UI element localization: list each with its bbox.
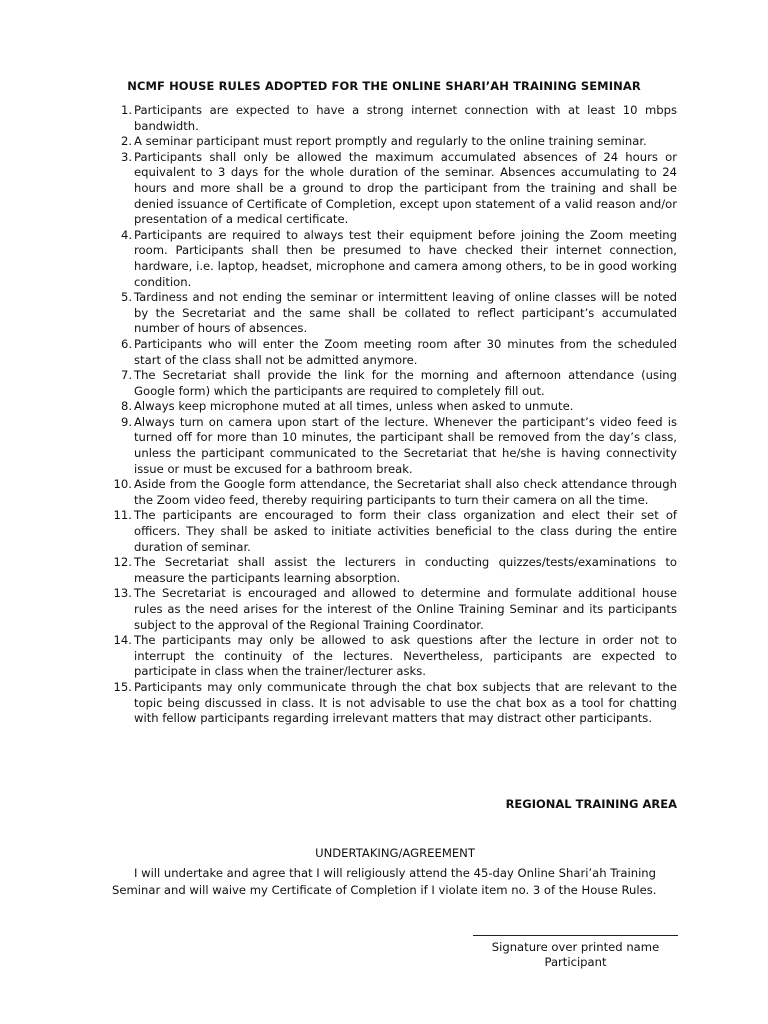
rule-number: 1. [120, 103, 132, 117]
signature-label: Signature over printed name [491, 940, 660, 954]
document-title: NCMF HOUSE RULES ADOPTED FOR THE ONLINE SHARI’AH TRAINING SEMINAR [127, 79, 641, 93]
rule-text: Participants are expected to have a strong internet connection with at least 10 mbps bandwidth. [134, 103, 677, 133]
rule-item [112, 399, 677, 415]
rule-item [112, 228, 677, 290]
rule-number: 4. [120, 227, 132, 242]
rule-number: 11. [113, 508, 132, 523]
rule-text: The Secretariat shall assist the lecturers in conducting quizzes/tests/examinations to measure the participants learning absorption. [134, 555, 677, 585]
rule-text: A seminar participant must report promptly and regularly to the online training seminar. [134, 134, 647, 149]
rule-number: 9. [120, 414, 132, 429]
rule-number: 6. [120, 336, 132, 351]
rule-text: Participants are required to always test their equipment before joining the Zoom meeting room. Participants shall then be presumed to have checked their internet connection, hardware, i.e. laptop, headset, microphone and camera among others, to be in good working condition. [134, 227, 677, 289]
rule-item [112, 415, 677, 477]
rule-item [112, 477, 677, 508]
rule-item [112, 103, 677, 134]
rule-item [112, 586, 677, 633]
rule-text: Always turn on camera upon start of the lecture. Whenever the participant’s video feed is turned off for more than 10 minutes, the participant shall be removed from the day’s class, unless the participant communicated to the Secretariat that he/she is having connectivity issue or must be excused for a bathroom break. [134, 414, 677, 476]
rule-item [112, 555, 677, 586]
rule-number: 7. [120, 368, 132, 383]
rule-text: Participants who will enter the Zoom meeting room after 30 minutes from the scheduled start of the class shall not be admitted anymore. [134, 336, 677, 367]
rule-item [112, 290, 677, 337]
rule-item [112, 633, 677, 680]
rule-item [112, 368, 677, 399]
signature-line [473, 935, 678, 936]
rule-text: Aside from the Google form attendance, the Secretariat shall also check attendance through the Zoom video feed, thereby requiring participants to turn their camera on all the time. [134, 477, 677, 507]
rule-number: 12. [113, 555, 132, 570]
regional-training-area: REGIONAL TRAINING AREA [505, 797, 677, 811]
rule-item [112, 134, 677, 150]
rule-text: The participants are encouraged to form their class organization and elect their set of officers. They shall be asked to initiate activities beneficial to the class during the entire duration of seminar. [134, 508, 677, 554]
rule-number: 5. [120, 290, 132, 305]
rule-number: 2. [120, 134, 132, 149]
rule-number: 3. [120, 149, 132, 164]
signature-role: Participant [544, 955, 607, 969]
rule-number: 8. [120, 399, 132, 414]
rule-item [112, 337, 677, 368]
rule-item [112, 150, 677, 228]
rule-text: Always keep microphone muted at all times, unless when asked to unmute. [134, 399, 574, 414]
rule-item [112, 680, 677, 727]
undertaking-text: I will undertake and agree that I will religiously attend the 45-day Online Shari’ah Training Seminar and will waive my Certificate of Completion if I violate item no. 3 of the House Rules. [112, 866, 657, 897]
rule-item [112, 508, 677, 555]
rule-text: Tardiness and not ending the seminar or intermittent leaving of online classes will be noted by the Secretariat and the same shall be collated to reflect participant’s accumulated number of hours of absences. [134, 290, 677, 336]
rule-number: 14. [113, 633, 132, 648]
rule-number: 15. [113, 679, 132, 694]
rule-text: The participants may only be allowed to ask questions after the lecture in order not to interrupt the continuity of the lectures. Nevertheless, participants are expected to participate in class when the trainer/lecturer asks. [134, 633, 677, 679]
rule-text: The Secretariat is encouraged and allowed to determine and formulate additional house rules as the need arises for the interest of the Online Training Seminar and its participants subject to the approval of the Regional Training Coordinator. [134, 586, 677, 632]
rule-text: The Secretariat shall provide the link for the morning and afternoon attendance (using Google form) which the participants are required to completely fill out. [134, 368, 677, 398]
house-rules-list [112, 103, 677, 727]
rule-text: Participants shall only be allowed the maximum accumulated absences of 24 hours or equivalent to 3 days for the whole duration of the seminar. Absences accumulating to 24 hours and more shall be a ground to drop the participant from the training and shall be denied issuance of Certificate of Completion, except upon statement of a valid reason and/or presentation of a medical certificate. [134, 149, 677, 227]
rule-text: Participants may only communicate through the chat box subjects that are relevant to the topic being discussed in class. It is not advisable to use the chat box as a tool for chatting with fellow participants regarding irrelevant matters that may distract other participants. [134, 679, 677, 726]
rule-number: 13. [113, 586, 132, 601]
rule-number: 10. [113, 477, 132, 492]
undertaking-heading: UNDERTAKING/AGREEMENT [315, 846, 475, 860]
